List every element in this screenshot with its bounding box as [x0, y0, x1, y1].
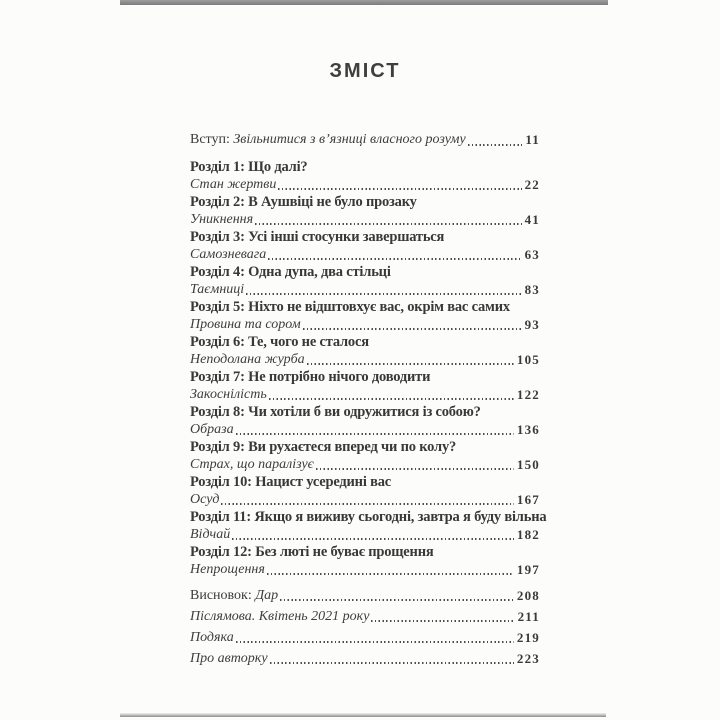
chapter-subtitle: Закоснілість: [190, 387, 267, 402]
dot-leader: [255, 223, 521, 225]
chapter-title: Розділ 12: Без люті не буває прощення: [190, 544, 434, 560]
chapter-title: Розділ 10: Нацист усередині вас: [190, 474, 391, 490]
page-number: 11: [525, 132, 540, 147]
page-number: 63: [524, 247, 540, 262]
intro-label: Вступ:: [190, 132, 234, 147]
toc-entry: [190, 229, 540, 263]
dot-leader: [246, 293, 521, 295]
back-title: Дар: [255, 588, 279, 603]
chapter-title: Розділ 1: Що далі?: [190, 159, 308, 175]
toc-back-row: [190, 629, 540, 646]
page-number: 211: [517, 609, 540, 624]
page-title: ЗМІСТ: [329, 60, 401, 82]
toc-entry: [190, 474, 540, 508]
table-of-contents: [190, 130, 547, 671]
toc-entry: [190, 194, 540, 228]
chapter-subtitle: Непрощення: [190, 562, 265, 577]
chapter-subtitle: Стан жертви: [190, 177, 277, 192]
page-number: 219: [516, 630, 540, 645]
intro-subtitle: Звільнитися з в’язниці власного розуму: [233, 132, 466, 147]
chapter-subtitle: Відчай: [190, 527, 231, 542]
toc-entry: [190, 159, 540, 193]
dot-leader: [278, 188, 521, 190]
page-number: 197: [516, 562, 540, 577]
chapter-subtitle: Образа: [190, 422, 234, 437]
dot-leader: [236, 641, 514, 643]
page-number: 136: [516, 422, 540, 437]
toc-back-row: [190, 650, 540, 667]
toc-entry: [190, 439, 540, 473]
back-title: Подяка: [190, 630, 234, 645]
toc-entry: [190, 334, 540, 368]
chapter-title: Розділ 5: Ніхто не відштовхує вас, окрім вас самих: [190, 299, 510, 315]
back-label: Висновок:: [190, 588, 256, 603]
page-number: 105: [516, 352, 540, 367]
chapter-subtitle: Неподолана журба: [190, 352, 305, 367]
dot-leader: [221, 503, 513, 505]
dot-leader: [307, 363, 514, 365]
dot-leader: [267, 573, 514, 575]
dot-leader: [236, 433, 514, 435]
dot-leader: [232, 538, 514, 540]
chapter-title: Розділ 2: В Аушвіці не було прозаку: [190, 194, 417, 210]
dot-leader: [268, 258, 521, 260]
page-bottom-edge: [120, 713, 606, 717]
toc-entry: [190, 404, 540, 438]
toc-back-row: [190, 587, 540, 604]
page-number: 167: [516, 492, 540, 507]
chapter-subtitle: Провина та сором: [190, 317, 301, 332]
dot-leader: [316, 468, 514, 470]
back-title: Про авторку: [190, 651, 268, 666]
chapter-title: Розділ 6: Те, чого не сталося: [190, 334, 369, 350]
dot-leader: [280, 599, 514, 601]
chapter-title: Розділ 3: Усі інші стосунки завершаться: [190, 229, 445, 245]
page-number: 83: [524, 282, 540, 297]
page-number: 122: [516, 387, 540, 402]
toc-entry: [190, 264, 540, 298]
chapter-subtitle: Самозневага: [190, 247, 267, 262]
page-number: 223: [516, 651, 540, 666]
toc-intro-row: [190, 130, 540, 149]
chapter-subtitle: Таємниці: [190, 282, 245, 297]
chapter-title: Розділ 8: Чи хотіли б ви одружитися із собою?: [190, 404, 481, 420]
chapter-subtitle: Страх, що паралізує: [190, 457, 314, 472]
dot-leader: [468, 144, 523, 146]
chapter-title: Розділ 4: Одна дупа, два стільці: [190, 264, 391, 280]
page-number: 93: [524, 317, 540, 332]
chapter-title: Розділ 7: Не потрібно нічого доводити: [190, 369, 431, 385]
page-number: 41: [524, 212, 540, 227]
dot-leader: [371, 620, 514, 622]
chapter-subtitle: Осуд: [190, 492, 220, 507]
page-number: 150: [516, 457, 540, 472]
dot-leader: [303, 328, 522, 330]
chapter-title: Розділ 9: Ви рухаєтеся вперед чи по колу?: [190, 439, 457, 455]
page-top-edge: [120, 0, 608, 5]
page-number: 208: [516, 588, 540, 603]
dot-leader: [270, 662, 514, 664]
back-title: Післямова. Квітень 2021 року: [190, 609, 370, 624]
toc-entry: [190, 369, 540, 403]
page-number: 182: [516, 527, 540, 542]
page-number: 22: [524, 177, 540, 192]
toc-entry: [190, 544, 540, 578]
toc-entry: [190, 299, 540, 333]
chapter-title: Розділ 11: Якщо я виживу сьогодні, завтра я буду вільна: [190, 509, 547, 525]
toc-entry: [190, 509, 547, 543]
toc-back-row: [190, 608, 540, 625]
chapter-subtitle: Уникнення: [190, 212, 254, 227]
toc-back-matter: [190, 587, 540, 667]
dot-leader: [269, 398, 514, 400]
